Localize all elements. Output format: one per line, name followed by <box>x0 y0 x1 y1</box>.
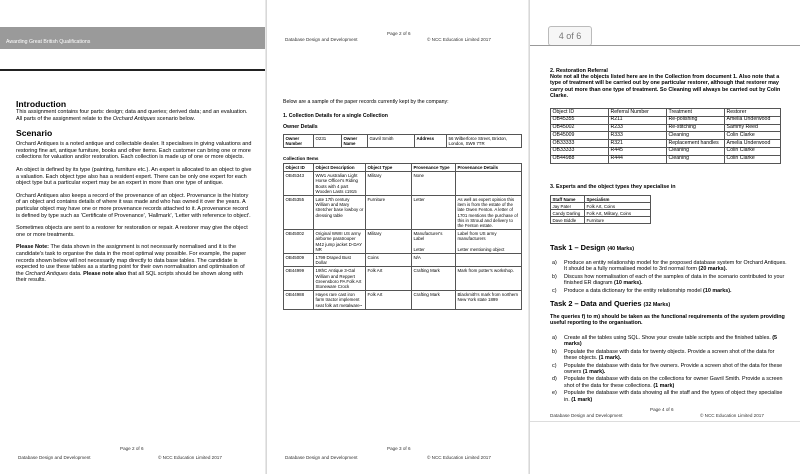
top-footer-right: © NCC Education Limited 2017 <box>427 37 491 42</box>
table-cell: Hayes rare cast iron farm tractor implement seat folk art metalware~ <box>314 291 366 310</box>
owner-number-label: Owner Number <box>284 135 314 148</box>
table-header-row <box>284 164 522 172</box>
task1-title: Task 1 – Design <box>550 243 606 252</box>
list-item <box>552 274 788 287</box>
table-cell: Amelia Underwood <box>725 116 781 124</box>
column-header: Object Type <box>366 164 412 172</box>
list-text: Populate the database with data for twenty objects. Provide a screen shot of the data for these objects. <box>564 348 775 362</box>
table-cell: WW1 Australian Light Horse Officer's Riding Boots with 4 part Wooden Lasts c1915 <box>314 172 366 196</box>
table-cell: Folk Art, Coins <box>585 203 651 210</box>
table-row <box>551 155 781 163</box>
restoration-referral-note: Note not all the objects listed here are in the Collection from document 1. Also note that a type of treatment will be carried out by one particular restorer, although that restorer may carry out more than one type of treatment. So Cleaning will always be carried out by Colin Clarke. <box>550 74 781 100</box>
scenario-paragraph-4: Sometimes objects are sent to a restorer for restoration or repair. A restorer may give the object one or more treatments. <box>16 225 248 238</box>
table-cell: Colin Clarke <box>725 147 781 155</box>
table-cell: OB45002 <box>284 230 314 254</box>
intro-text-a: This assignment contains four parts: design; data and queries; derived data; and an evaluation. All parts of the assignment relate to the <box>16 109 248 122</box>
table-row <box>284 135 522 148</box>
table-cell: OB45009 <box>284 254 314 267</box>
table-cell: Jay Pater <box>551 203 585 210</box>
table-cell: Cleaning <box>667 155 725 163</box>
table-cell: Late 17th century William and Mary stretcher base lowboy or dressing table <box>314 196 366 230</box>
column-header: Provenance Details <box>456 164 522 172</box>
collection-details-heading: 1. Collection Details for a single Collection <box>283 113 388 119</box>
table-row <box>551 132 781 140</box>
table-cell: Original WWII US army airborne paratrooper M42 jump jacket D-DAY NR <box>314 230 366 254</box>
list-item <box>552 288 788 294</box>
table-row <box>284 267 522 291</box>
table-cell: R333 <box>609 132 667 140</box>
task1-heading <box>550 243 790 254</box>
list-marker: c) <box>552 362 557 369</box>
list-marks: (20 marks). <box>698 266 727 273</box>
column-header: Treatment <box>667 109 725 117</box>
please-note-paragraph <box>16 244 252 284</box>
list-marker: b) <box>552 273 557 280</box>
table-cell: OB45355 <box>284 196 314 230</box>
page-number: Page 2 of 6 <box>120 446 144 451</box>
top-page-number: Page 2 of 6 <box>387 31 411 36</box>
column-header: Object ID <box>551 109 609 117</box>
header-band <box>0 27 265 49</box>
list-marks: (10 marks). <box>703 287 732 294</box>
list-text: Create all the tables using SQL. Show your create table scripts and the finished tables. <box>564 335 773 341</box>
table-cell: Folk Art <box>366 267 412 291</box>
table-row <box>284 254 522 267</box>
list-text: Populate the database with data on the collections for owner Gavril Smith. Provide a screen shot of the data for these collections. <box>564 376 783 389</box>
task1-list <box>552 260 788 295</box>
table-cell: OB45343 <box>284 172 314 196</box>
list-item <box>552 390 788 403</box>
table-row <box>551 116 781 124</box>
table-cell: Manufacturer's Label Letter <box>412 230 456 254</box>
table-row <box>551 147 781 155</box>
table-cell: OB45009 <box>551 132 609 140</box>
table-row <box>284 230 522 254</box>
list-marks: (5 marks) <box>564 335 778 348</box>
table-cell: Candy Darling <box>551 210 585 217</box>
list-marker: a) <box>552 260 557 266</box>
table-cell: As well as expert opinion this item is from the estate of the late Owen Fenton. A letter of 1701 mentions the purchase of this in Stroud and delivery to the Fenton estate. <box>456 196 522 230</box>
table-cell: Crafting Mark <box>412 291 456 310</box>
table-cell: R321 <box>609 140 667 148</box>
list-marks: (1 mark) <box>571 396 593 403</box>
address-value: 56 Wilberforce Street, Brixton, London, SW9 7TR <box>447 135 522 148</box>
table-cell: Blackmith's mark from northern New York state 1899 <box>456 291 522 310</box>
table-cell: OB33333 <box>551 140 609 148</box>
table-row <box>551 210 651 217</box>
owner-details-table <box>283 134 522 148</box>
note-also-label: Please note also <box>83 270 127 277</box>
header-rule <box>530 45 800 46</box>
column-header: Object ID <box>284 164 314 172</box>
table-cell: OB45355 <box>551 116 609 124</box>
list-text: Produce an entity relationship model for the proposed database system for Orchard Antiques. It should be a fully normalised model to 3rd normal form <box>564 260 787 273</box>
collection-items-table <box>283 163 522 310</box>
table-cell: Label from US army manufacturers Letter mentioning object <box>456 230 522 254</box>
scenario-heading: Scenario <box>16 128 53 139</box>
column-header: Referral Number <box>609 109 667 117</box>
experts-heading: 3. Experts and the object types they specialise in <box>550 184 676 190</box>
table-cell: OB44988 <box>551 155 609 163</box>
table-cell: Crafting Mark <box>412 267 456 291</box>
footer-right: © NCC Education Limited 2017 <box>158 455 222 460</box>
column-header: Restorer <box>725 109 781 117</box>
header-rule <box>0 69 265 71</box>
column-header: Object Description <box>314 164 366 172</box>
top-footer-left: Database Design and Development <box>285 37 358 42</box>
footer-left: Database Design and Development <box>285 455 358 460</box>
table-cell: Letter <box>412 196 456 230</box>
table-row <box>551 124 781 132</box>
owner-name-label: Owner Name <box>342 135 368 148</box>
header-band-text: Awarding Great British Qualifications <box>6 39 91 45</box>
page1-content <box>16 99 252 290</box>
table-cell: R445 <box>609 147 667 155</box>
list-text: Produce a data dictionary for the entity relationship model <box>564 287 704 294</box>
table-row <box>551 203 651 210</box>
owner-details-heading: Owner Details <box>283 124 318 130</box>
table-row <box>284 291 522 310</box>
column-header: Specialism <box>585 196 651 203</box>
table-cell: Mark from potter's workshop. <box>456 267 522 291</box>
note-text-em: Orchard Antiques <box>25 270 68 277</box>
list-marks: (1 mark) <box>653 382 675 389</box>
table-cell: Re-polishing <box>667 116 725 124</box>
table-cell <box>456 172 522 196</box>
table-cell: Colin Clarke <box>725 132 781 140</box>
list-marker: a) <box>552 335 557 341</box>
table-cell: R211 <box>609 116 667 124</box>
column-header: Provenance Type <box>412 164 456 172</box>
table-cell: None <box>412 172 456 196</box>
address-label: Address <box>415 135 447 148</box>
table-cell: R444 <box>609 155 667 163</box>
table-cell: Colin Clarke <box>725 155 781 163</box>
table-cell: OB45002 <box>551 124 609 132</box>
introduction-heading: Introduction <box>16 99 67 109</box>
intro-text-b: scenario below. <box>155 115 195 122</box>
list-marker: d) <box>552 376 557 383</box>
restoration-referral-body <box>551 116 781 163</box>
document-page-1 <box>0 0 265 474</box>
list-text: Discuss how normalisation of each of the samples of data in the scenario contributed to your finished ER diagram <box>564 273 785 287</box>
experts-table <box>550 195 651 224</box>
footer-right: © NCC Education Limited 2017 <box>427 455 491 460</box>
table-cell: Folk Art <box>366 291 412 310</box>
restoration-referral-heading: 2. Restoration Referral <box>550 68 608 74</box>
table-cell: Coins <box>366 254 412 267</box>
table-cell: Military <box>366 172 412 196</box>
list-item <box>552 260 788 273</box>
scenario-paragraph-2: An object is defined by its type (painting, furniture etc.). An expert is allocated to an object to give a valuation. Each object type also has a resident expert. There can be only one expert for each object type but a particular expert may be an expert in more than one type of antique. <box>16 166 252 187</box>
list-text: Populate the database with data showing all the staff and the types of object they specialise in. <box>564 390 783 403</box>
footer-right: © NCC Education Limited 2017 <box>700 413 764 418</box>
table-cell: Furniture <box>585 217 651 224</box>
collection-items-heading: Collection Items <box>283 156 319 161</box>
page-number: Page 3 of 6 <box>387 446 411 451</box>
table-cell: Furniture <box>366 196 412 230</box>
table-cell: Dave Biddle <box>551 217 585 224</box>
table-cell: R233 <box>609 124 667 132</box>
table-cell: OB44988 <box>284 291 314 310</box>
owner-number-value: O231 <box>314 135 342 148</box>
note-text-a: The data shown in the assignment is not necessarily normalised and it is the candidate's task to organise the data in the most optimal way possible. For example, the paper records shown below will not necessarily map directly to data base tables. The candidate is expected to use these tables as a starting point for their own normalisation and optimisation of the <box>16 244 247 277</box>
list-item <box>552 335 788 348</box>
page-break-rule <box>530 421 800 422</box>
table-cell: Folk Art, Military, Coins <box>585 210 651 217</box>
list-marker: e) <box>552 390 557 397</box>
collection-items-body <box>284 172 522 310</box>
task1-marks: (40 Marks) <box>607 246 635 252</box>
table-row <box>551 140 781 148</box>
table-cell <box>456 254 522 267</box>
list-marks: (10 marks). <box>614 280 643 287</box>
experts-body <box>551 203 651 224</box>
task2-list <box>552 335 788 404</box>
list-text: Populate the database with data for five owners. Provide a screen shot of the data for these owners <box>564 362 783 376</box>
table-cell: Replacement handles <box>667 140 725 148</box>
table-cell: OB44999 <box>284 267 314 291</box>
owner-name-value: Gavril Smith <box>368 135 415 148</box>
list-item <box>552 349 788 362</box>
table-cell: OB33333 <box>551 147 609 155</box>
note-label: Please Note: <box>16 244 50 251</box>
table-row <box>284 172 522 196</box>
list-marker: b) <box>552 348 557 355</box>
scenario-paragraph-1: Orchard Antiques is a noted antique and collectable dealer. It specialises in giving valuations and restoring fine art, antique furniture, books and other items. Each customer can bring one or more collections for valuation and/or restoration. Each collection is made up of one or more objects. <box>16 141 252 161</box>
table-cell: Re-stitching <box>667 124 725 132</box>
page-number: Page 4 of 6 <box>650 407 674 412</box>
records-lead: Below are a sample of the paper records currently kept by the company: <box>283 99 449 105</box>
column-header: Staff Name <box>551 196 585 203</box>
table-cell: Sammy Reed <box>725 124 781 132</box>
list-marker: c) <box>552 287 557 294</box>
table-row <box>284 196 522 230</box>
footer-left: Database Design and Development <box>550 413 623 418</box>
document-page-2 <box>266 0 528 474</box>
table-cell: 1799 Draped Bust Dollar <box>314 254 366 267</box>
intro-text-em: Orchard Antiques <box>112 115 156 122</box>
table-cell: Cleaning <box>667 147 725 155</box>
task2-marks: (32 Marks) <box>643 302 671 308</box>
table-cell: Military <box>366 230 412 254</box>
note-text-b: data. <box>67 270 84 277</box>
list-marks: (1 mark). <box>582 369 606 376</box>
table-header-row <box>551 109 781 117</box>
note-text-c: that all SQL scripts should be shown along with their results. <box>16 270 243 284</box>
page-indicator: 4 of 6 <box>548 26 592 46</box>
task2-heading <box>550 299 790 310</box>
table-header-row <box>551 196 651 203</box>
table-cell: N/A <box>412 254 456 267</box>
introduction-paragraph <box>16 109 252 122</box>
table-cell: Amelia Underwood <box>725 140 781 148</box>
list-item <box>552 363 788 376</box>
footer-left: Database Design and Development <box>18 455 91 460</box>
table-cell: Cleaning <box>667 132 725 140</box>
document-page-3 <box>529 0 800 474</box>
task2-lead: The queries f) to m) should be taken as the functional requirements of the system providing useful reporting to the organisation. <box>550 314 785 327</box>
table-row <box>551 217 651 224</box>
list-item <box>552 376 788 389</box>
scenario-paragraph-3: Orchard Antiques also keeps a record of the provenance of an object. Provenance is the history of an object and contains details of where it was made and who has owned it over the years. A particular object may have one or more provenance records attached to it. A provenance record is defined by type such as 'Certificate of Provenance', 'Hallmark', 'Letter with reference to object'. <box>16 192 251 219</box>
task2-title: Task 2 – Data and Queries <box>550 299 642 308</box>
list-marks: (1 mark). <box>598 355 622 362</box>
table-cell: 19thC Antique 3-Gal William and Reppert Greensboro PA Folk Art Stoneware Crock <box>314 267 366 291</box>
restoration-referral-table <box>550 108 781 164</box>
